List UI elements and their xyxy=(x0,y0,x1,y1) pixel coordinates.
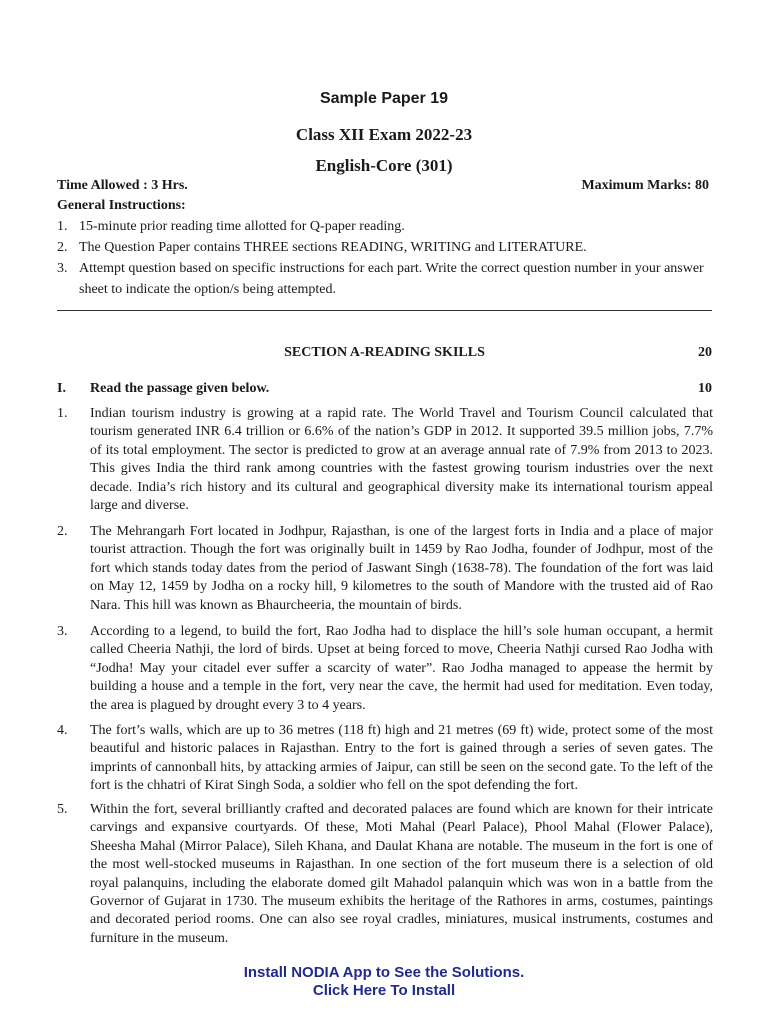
paper-title: Sample Paper 19 xyxy=(319,90,449,107)
instruction-text: Attempt question based on specific instructions for each part. Write the correct question number in your answer sheet to indicate the option/s being attempted. xyxy=(79,261,704,297)
paragraph-text: The fort’s walls, which are up to 36 metres (118 ft) high and 21 metres (69 ft) wide, protect some of the most beautiful and historic palaces in Rajasthan. Entry to the fort is gained through a series of seven gates. The imprints of cannonball hits, by attacking armies of Jaipur, can still be seen on the second gate. To the left of the fort is the chhatri of Kirat Singh Soda, a soldier who fell on the spot defending the fort. xyxy=(90,723,713,794)
paragraph-text: Indian tourism industry is growing at a rapid rate. The World Travel and Tourism Council calculated that tourism generated INR 6.4 trillion or 6.6% of the nation’s GDP in 2012. It supported 39.5 million jobs, 7.7% of its total employment. The sector is predicted to grow at an average annual rate of 7.9% from 2013 to 2023. This gives India the third rank among countries with the fastest growing tourism industries over the next decade. India’s rich history and its cultural and geographical diversity make its international tourism appeal large and diverse. xyxy=(90,406,713,514)
paragraph-text: Within the fort, several brilliantly crafted and decorated palaces are found which are known for their intricate carvings and expansive courtyards. Of these, Moti Mahal (Pearl Palace), Phool Mahal (Flower Palace), Sheesha Mahal (Mirror Palace), Sileh Khana, and Daulat Khana are notable. The museum in the fort is one of the most well-stocked museums in Rajasthan. In one section of the fort museum there is a selection of old royal palanquins, including the elaborate domed gilt Mahadol palanquin which was won in a battle from the Governor of Gujarat in 1730. The museum exhibits the heritage of the Rathores in arms, costumes, paintings and decorated period rooms. One can also see royal cradles, miniatures, musical instruments, costumes and furniture in the museum. xyxy=(90,802,713,946)
instruction-text: 15-minute prior reading time allotted for Q-paper reading. xyxy=(79,219,405,234)
paragraph-text: According to a legend, to build the fort, Rao Jodha had to displace the hill’s sole human occupant, a hermit called Cheeria Nathji, the lord of birds. Upset at being forced to move, Cheeria Nathji cursed Rao Jodha with “Jodha! May your citadel ever suffer a scarcity of water”. Rao Jodha managed to appease the hermit by building a house and a temple in the fort, very near the cave, the hermit had used for meditation. Even today, the area is plagued by drought every 3 to 4 years. xyxy=(90,624,713,713)
instruction-item xyxy=(57,237,713,258)
instruction-number: 2. xyxy=(57,240,68,255)
paragraph-number: 2. xyxy=(57,524,68,539)
section-title: SECTION A-READING SKILLS xyxy=(284,345,485,360)
instruction-number: 3. xyxy=(57,261,68,276)
instruction-item xyxy=(57,258,713,300)
instructions-heading: General Instructions: xyxy=(57,198,186,213)
section-marks: 20 xyxy=(698,345,712,360)
click-to-install-line[interactable]: Click Here To Install xyxy=(312,982,456,999)
passage-paragraph xyxy=(57,405,713,515)
paragraph-text: The Mehrangarh Fort located in Jodhpur, Rajasthan, is one of the largest forts in India and a place of major tourist attraction. Though the fort was originally built in 1459 by Rao Jodha, founder of Jodhpur, most of the fort which stands today dates from the period of Jaswant Singh (1638-78). The foundation of the fort was laid on May 12, 1459 by Jodha on a rocky hill, 9 kilometres to the south of Mandore with the trusted aid of Rao Nara. This hill was known as Bhaurcheeria, the mountain of birds. xyxy=(90,524,713,613)
install-app-link[interactable] xyxy=(0,964,768,1000)
install-app-line[interactable]: Install NODIA App to See the Solutions. xyxy=(243,964,525,981)
instruction-number: 1. xyxy=(57,219,68,234)
exam-title: Class XII Exam 2022-23 xyxy=(295,125,473,144)
paragraph-number: 5. xyxy=(57,802,68,817)
question-marks: 10 xyxy=(698,381,712,396)
maximum-marks: Maximum Marks: 80 xyxy=(581,178,709,193)
paragraph-number: 3. xyxy=(57,624,68,639)
horizontal-divider xyxy=(57,310,712,311)
question-text: Read the passage given below. xyxy=(90,381,270,396)
instruction-item xyxy=(57,216,713,237)
question-number: I. xyxy=(57,381,66,396)
subject-title: English-Core (301) xyxy=(315,156,453,175)
exam-meta-row xyxy=(57,178,709,194)
time-allowed: Time Allowed : 3 Hrs. xyxy=(57,178,188,193)
passage-paragraph xyxy=(57,722,713,796)
passage-paragraph xyxy=(57,623,713,715)
passage-paragraph xyxy=(57,523,713,615)
paragraph-number: 1. xyxy=(57,406,68,421)
paragraph-number: 4. xyxy=(57,723,68,738)
passage-paragraph xyxy=(57,801,713,948)
instruction-text: The Question Paper contains THREE sections READING, WRITING and LITERATURE. xyxy=(79,240,587,255)
